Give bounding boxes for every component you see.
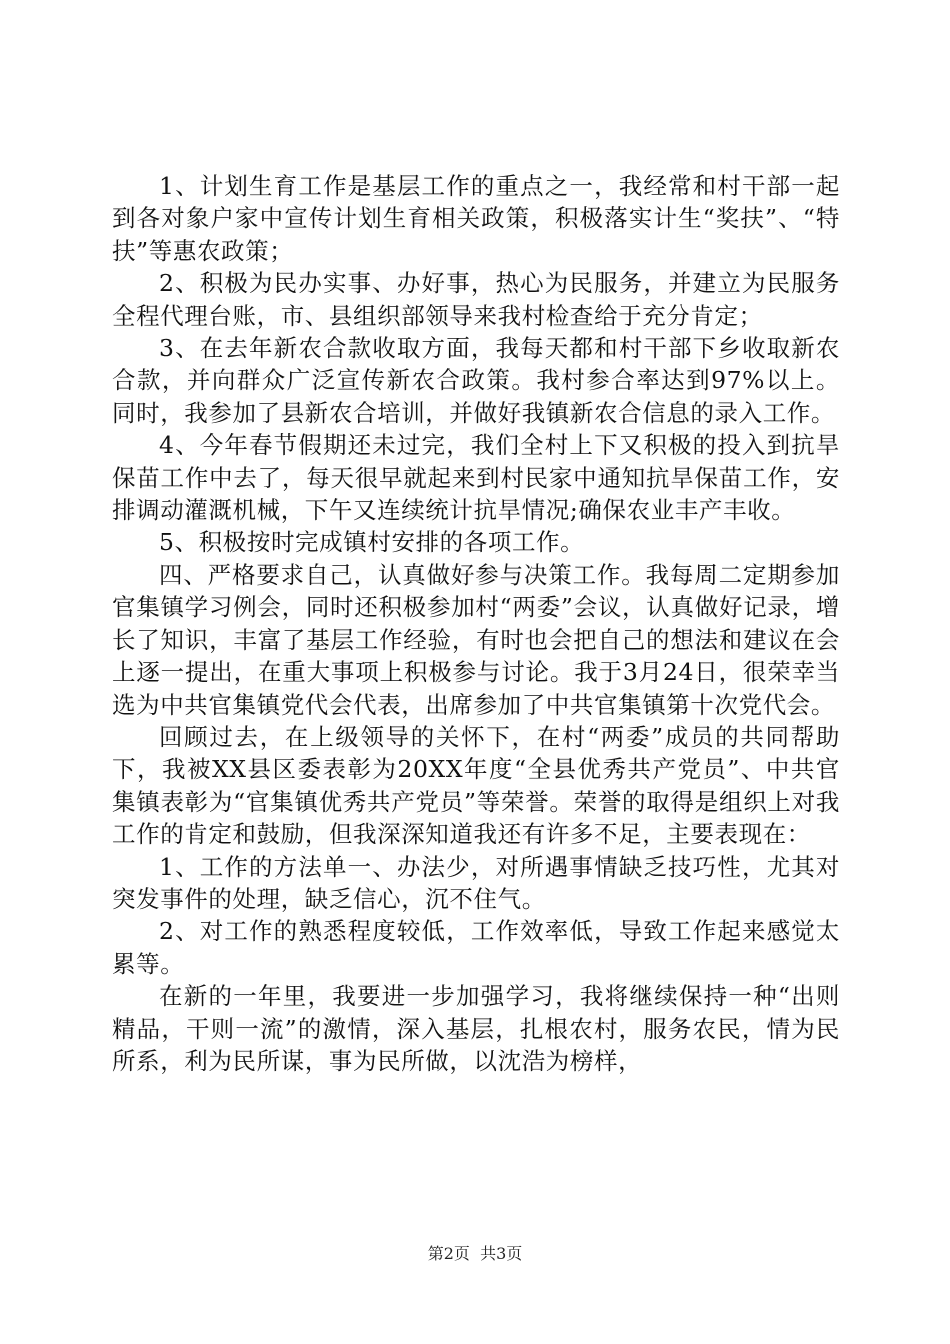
paragraph-7: 回顾过去，在上级领导的关怀下，在村“两委”成员的共同帮助下，我被XX县区委表彰为20XX年度“全县优秀共产党员”、中共官集镇表彰为“官集镇优秀共产党员”等荣誉。荣誉的取得是组织上对我工作的肯定和鼓励，但我深深知道我还有许多不足，主要表现在： [112,722,840,849]
paragraph-9: 2、对工作的熟悉程度较低，工作效率低，导致工作起来感觉太累等。 [112,917,840,978]
paragraph-4: 4、今年春节假期还未过完，我们全村上下又积极的投入到抗旱保苗工作中去了，每天很早就起来到村民家中通知抗旱保苗工作，安排调动灌溉机械，下午又连续统计抗旱情况;确保农业丰产丰收。 [112,431,840,525]
page-footer [0,1243,950,1265]
paragraph-3: 3、在去年新农合款收取方面，我每天都和村干部下乡收取新农合款，并向群众广泛宣传新农合政策。我村参合率达到97%以上。同时，我参加了县新农合培训，并做好我镇新农合信息的录入工作。 [112,334,840,427]
total-pages: 共3页 [480,1244,523,1263]
paragraph-6: 四、严格要求自己，认真做好参与决策工作。我每周二定期参加官集镇学习例会，同时还积极参加村“两委”会议，认真做好记录，增长了知识，丰富了基层工作经验，有时也会把自己的想法和建议在会上逐一提出，在重大事项上积极参与讨论。我于3月24日，很荣幸当选为中共官集镇党代会代表，出席参加了中共官集镇第十次党代会。 [112,560,840,719]
page-number: 第2页 [427,1244,470,1263]
paragraph-1: 1、计划生育工作是基层工作的重点之一，我经常和村干部一起到各对象户家中宣传计划生育相关政策，积极落实计生“奖扶”、“特扶”等惠农政策； [112,172,840,265]
paragraph-10: 在新的一年里，我要进一步加强学习，我将继续保持一种“出则精品，干则一流”的激情，深入基层，扎根农村，服务农民，情为民所系，利为民所谋，事为民所做，以沈浩为榜样， [112,982,840,1075]
paragraph-2: 2、积极为民办实事、办好事，热心为民服务，并建立为民服务全程代理台账，市、县组织部领导来我村检查给于充分肯定； [112,269,840,330]
paragraph-5: 5、积极按时完成镇村安排的各项工作。 [159,528,585,557]
document-body [112,170,840,1077]
paragraph-8: 1、工作的方法单一、办法少，对所遇事情缺乏技巧性，尤其对突发事件的处理，缺乏信心，沉不住气。 [112,852,840,913]
